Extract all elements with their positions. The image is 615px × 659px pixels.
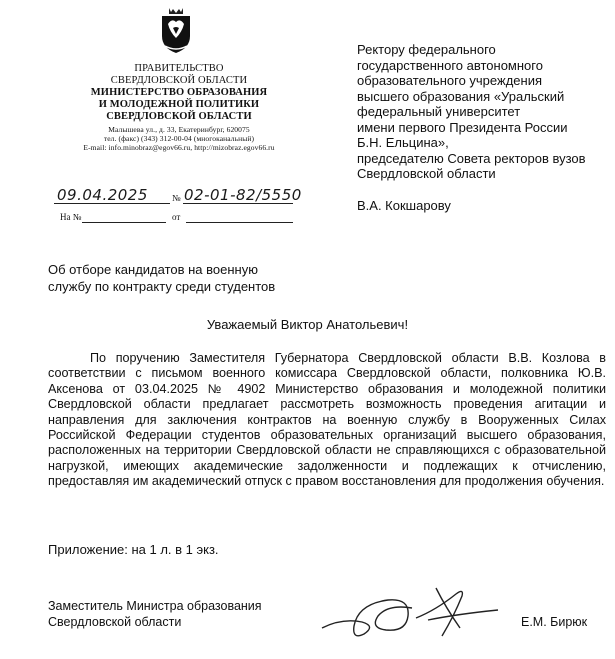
subject-line: службу по контракту среди студентов bbox=[48, 279, 276, 294]
org-line-region: СВЕРДЛОВСКОЙ ОБЛАСТИ bbox=[110, 75, 248, 86]
number-label: № bbox=[172, 193, 181, 203]
signer-position-line: Свердловской области bbox=[48, 615, 182, 629]
date-underline bbox=[54, 203, 170, 204]
org-phone: тел. (факс) (343) 312-00-04 (многоканальный) bbox=[103, 134, 255, 143]
recipient-line: Ректору федерального bbox=[357, 42, 496, 57]
letter-date: 09.04.2025 bbox=[57, 186, 148, 204]
attachment-note: Приложение: на 1 л. в 1 экз. bbox=[48, 542, 219, 557]
org-email: E-mail: info.minobraz@egov66.ru, http://mizobraz.egov66.ru bbox=[83, 143, 275, 152]
org-address: Малышева ул., д. 33, Екатеринбург, 620075 bbox=[108, 125, 250, 134]
org-line-region-bold: СВЕРДЛОВСКОЙ ОБЛАСТИ bbox=[106, 111, 252, 122]
signer-position-line: Заместитель Министра образования bbox=[48, 599, 262, 613]
signer-name: Е.М. Бирюк bbox=[521, 615, 588, 629]
subject-line: Об отборе кандидатов на военную bbox=[48, 262, 258, 277]
coat-of-arms-icon bbox=[159, 6, 193, 54]
recipient-line: государственного автономного bbox=[357, 57, 543, 73]
recipient-line: Свердловской области bbox=[357, 166, 496, 181]
org-line-government: ПРАВИТЕЛЬСТВО bbox=[134, 63, 224, 74]
recipient-line: Б.Н. Ельцина», bbox=[357, 135, 449, 150]
letter-subject bbox=[48, 261, 328, 295]
recipient-line: имени первого Президента России bbox=[357, 119, 568, 135]
recipient-block bbox=[357, 42, 607, 213]
recipient-line: председателю Совета ректоров вузов bbox=[357, 150, 586, 166]
org-line-ministry: МИНИСТЕРСТВО ОБРАЗОВАНИЯ bbox=[90, 87, 268, 98]
signer-position bbox=[48, 598, 262, 630]
from-underline bbox=[186, 222, 293, 223]
recipient-line: образовательного учреждения bbox=[357, 73, 542, 88]
reference-label: На № bbox=[60, 212, 82, 222]
letter-body: По поручению Заместителя Губернатора Свердловской области В.В. Козлова в соответствии с письмом военного комиссара Свердловской области, полковника Ю.В. Аксенова от 03.04.2025 № 4902 Министерство образования и молодежной политики Свердловской области предлагает рассмотреть возможность проведения агитации и направления для заключения контрактов на военную службу в Вооруженных Силах Российской Федерации студентов образовательных организаций высшего образования, расположенных на территории Свердловской области не справляющихся с образовательной нагрузкой, имеющих академические задолженности и подлежащих к отчислению, предоставляя им академический отпуск с правом восстановления для продолжения обучения. bbox=[48, 351, 606, 489]
recipient-line: высшего образования «Уральский bbox=[357, 88, 565, 104]
letter-number: 02-01-82/5550 bbox=[184, 186, 302, 204]
recipient-name: В.А. Кокшарову bbox=[357, 197, 451, 213]
ministry-letterhead bbox=[58, 63, 300, 152]
org-line-policy: И МОЛОДЕЖНОЙ ПОЛИТИКИ bbox=[98, 99, 260, 110]
handwritten-signature bbox=[316, 578, 506, 648]
from-label: от bbox=[172, 212, 181, 222]
number-underline bbox=[183, 203, 293, 204]
recipient-line: федеральный университет bbox=[357, 104, 521, 119]
reference-underline bbox=[82, 222, 166, 223]
greeting: Уважаемый Виктор Анатольевич! bbox=[206, 317, 409, 332]
